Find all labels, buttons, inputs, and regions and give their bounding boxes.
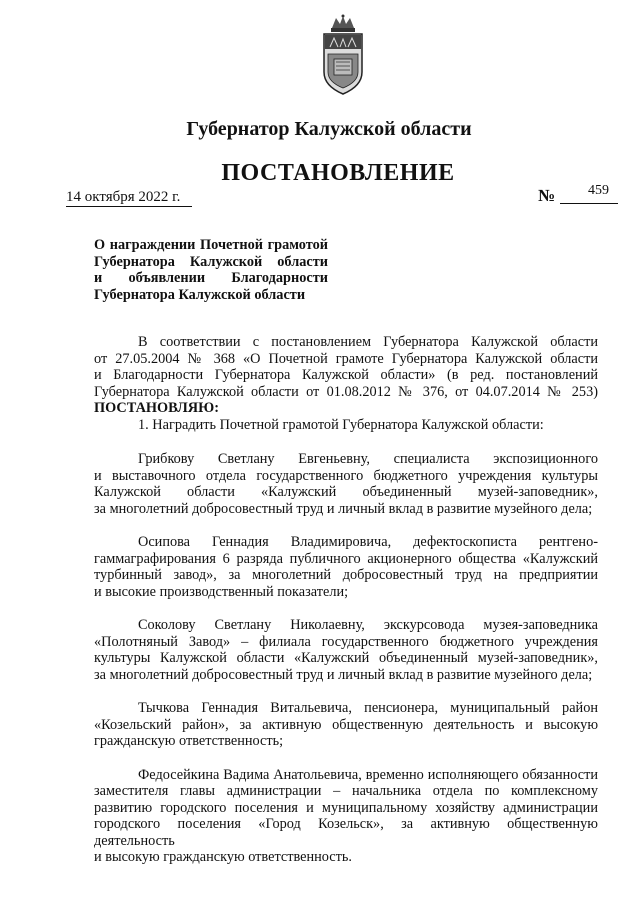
text-line: гаммаграфирования 6 разряда публичного акционерного общества «Калужский [94,550,598,567]
text-line: и Благодарности Губернатора Калужской области» (в ред. постановлений [94,367,598,383]
awardee-paragraph [94,700,598,750]
document-date: 14 октября 2022 г. [66,189,181,205]
coat-of-arms-icon [318,14,368,96]
date-underline [66,206,192,207]
text-line: городского поселения «Город Козельск», за активную общественную деятельность [94,816,598,849]
text-line: развитию городского поселения и муниципальному хозяйству администрации [94,799,598,816]
number-underline [560,203,618,204]
text-line: Тычкова Геннадия Витальевича, пенсионера, муниципальный район [138,700,598,716]
text-line: и высокую гражданскую ответственность. [94,849,352,865]
item-1: 1. Наградить Почетной грамотой Губернатора Калужской области: [138,416,544,433]
issuing-authority: Губернатор Калужской области [186,118,472,140]
awardee-paragraph [94,767,598,866]
text-line: Калужской области «Калужский объединенный музей-заповедник», [94,484,598,500]
awardee-paragraph [94,617,598,683]
text-line: Грибкову Светлану Евгеньевну, специалиста экспозиционного [138,451,598,467]
text-line: «Козельский район», за активную общественную деятельность и высокую [94,716,598,733]
document-body [94,334,598,866]
number-label: № [538,186,556,205]
text-line: от 27.05.2004 № 368 «О Почетной грамоте Губернатора Калужской области [94,350,598,367]
text-line: Соколову Светлану Николаевну, экскурсовода музея-заповедника [138,617,598,633]
preamble-paragraph [94,334,598,400]
text-line: Губернатора Калужской области от 01.08.2012 № 376, от 04.07.2014 № 253) [94,383,598,400]
text-line: и выставочного отдела государственного бюджетного учреждения культуры [94,467,598,484]
subject-line: Губернатора Калужской области [94,286,306,303]
awardee-paragraph [94,451,598,517]
subject-line: О награждении Почетной грамотой [94,237,328,253]
awardee-paragraph [94,534,598,600]
decree-word: ПОСТАНОВЛЯЮ: [94,400,219,416]
text-line: Федосейкина Вадима Анатольевича, временно исполняющего обязанности [138,766,598,783]
subject-line: и объявлении Благодарности [94,270,328,286]
text-line: турбинный завод», за многолетний добросовестный труд на предприятии [94,567,598,583]
text-line: культуры Калужской области «Калужский объединенный музей-заповедник», [94,650,598,666]
document-type-title: ПОСТАНОВЛЕНИЕ [221,160,455,186]
subject-line: Губернатора Калужской области [94,253,328,270]
document-subject [94,237,328,303]
text-line: Осипова Геннадия Владимировича, дефектоскописта рентгено- [138,534,598,550]
text-line: за многолетний добросовестный труд и личный вклад в развитие музейного дела; [94,666,593,683]
text-line: В соответствии с постановлением Губернатора Калужской области [138,334,598,350]
text-line: заместителя главы администрации – начальника отдела по комплексному [94,783,598,799]
text-line: и высокие производственный показатели; [94,583,349,600]
text-line: гражданскую ответственность; [94,733,284,749]
document-number: 459 [588,183,609,198]
text-line: за многолетний добросовестный труд и личный вклад в развитие музейного дела; [94,500,593,517]
text-line: «Полотняный Завод» – филиала государственного бюджетного учреждения [94,633,598,650]
